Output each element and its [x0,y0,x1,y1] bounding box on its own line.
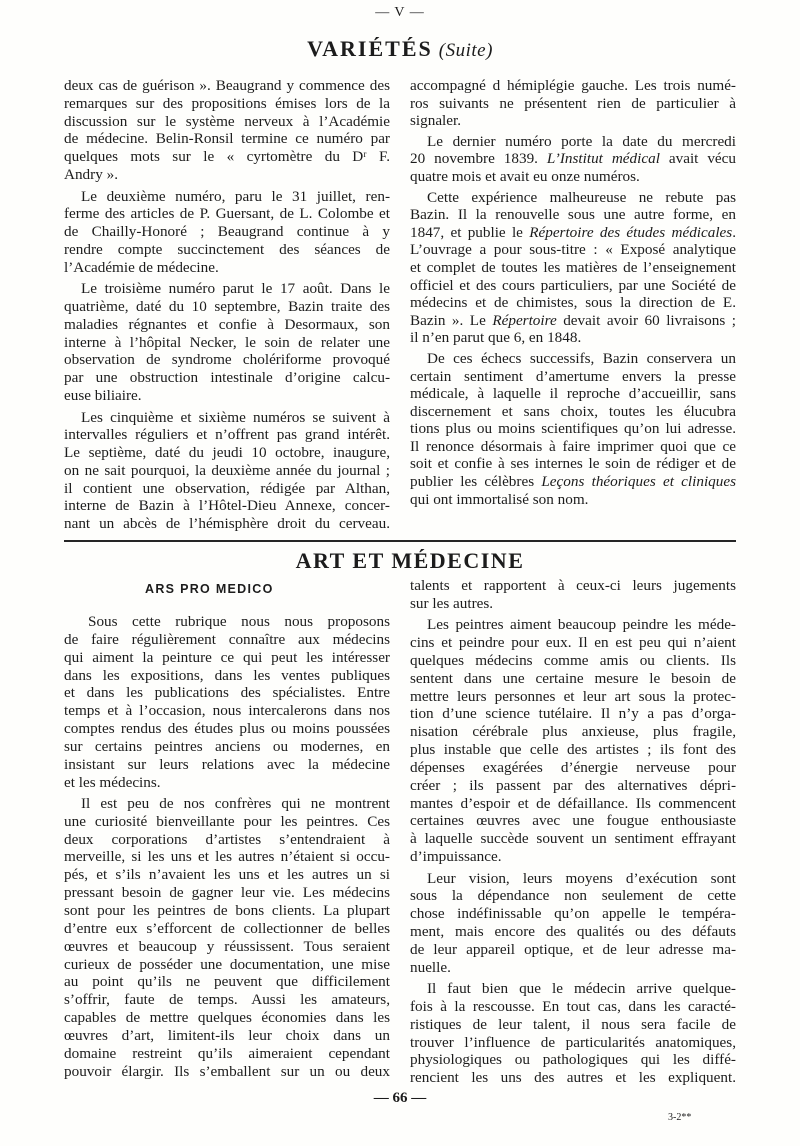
text-line: et les médecins. [64,773,161,791]
article-rubric: ARS PRO MEDICO [145,582,274,596]
text-line: on ne sait pourquoi, la deuxième année du journal ; [64,461,390,479]
text-line: œuvres d’art, limitent-ils leur choix dans un [64,1026,390,1044]
article-column-left [64,613,390,1080]
paragraph [410,77,736,130]
paragraph [64,280,390,404]
text-line: ferme des articles de P. Guersant, de L. Colombe et [64,205,390,223]
paragraph [410,980,736,1087]
text-line: quelques mots sur le « cyrtomètre du Dʳ F. [64,148,390,165]
text-line: talents et rapportent à ceux-ci leurs jugements [410,577,736,594]
line-text: publier les célèbres [410,473,542,491]
text-line: physiologiques ou pathologiques qui les diffé- [410,1051,736,1069]
text-line: nant un abcès de l’hémisphère droit du cerveau. [64,515,390,532]
text-line: interne de Bazin à l’Hôtel-Dieu Annexe, concer- [64,497,390,515]
text-line: maladies régnantes et confie à Desormaux, son [64,315,390,333]
paragraph [64,409,390,533]
text-line: au point qu’ils ne peuvent que difficilement [64,973,390,991]
section-divider [64,540,736,542]
article-title: ART ET MÉDECINE [295,548,525,573]
page-number: — 66 — [373,1090,427,1106]
varietes-column-left [64,77,390,533]
article-column-right [410,577,736,1087]
text-line: œuvres et beaucoup y réussissent. Tous seraient [64,937,390,955]
text-line: Les cinquième et sixième numéros se suivent à [81,408,390,426]
text-line: discussion sur le système nerveux à l’Académie [64,112,390,130]
text-line: Cette expérience malheureuse ne rebute pas [427,188,736,206]
paragraph [410,577,736,613]
line-text: Bazin ». Le [410,311,493,329]
text-line: nisation cérébrale plus anxieuse, plus fragile, [410,723,736,741]
text-line: quatrième, daté du 10 septembre, Bazin traite des [64,298,390,315]
text-line: sentent dans une certaine mesure le besoin de [410,669,736,687]
text-line: il contient une observation, rédigée par Althan, [64,479,390,497]
text-line: d’impuissance. [410,848,502,866]
line-text: devait avoir 60 livraisons ; [556,311,736,329]
text-line: plus instable que celle des artistes ; ils font des [410,741,736,759]
text-line [410,150,736,168]
page-folio: — V — [375,5,425,20]
text-line: domaine restreint qu’ils aimeraient cependant [64,1044,390,1062]
text-line: pés, et s’ils n’avaient les uns et les autres un si [64,866,390,884]
text-line: rencient les uns des autres et les expliquent. [410,1069,736,1087]
text-line: sont pour les peintres de bons clients. La plupart [64,902,390,919]
text-line: L’ouvrage a pour sous-titre : « Exposé analytique [410,241,736,259]
text-line: quelques médecins comme amis ou clients. Ils [410,651,736,669]
text-line: insistant sur leurs relations avec la médecine [64,755,390,773]
signature-mark: 3-2** [668,1112,692,1123]
text-line: comptes rendus des études plus ou moins poussées [64,720,390,738]
varietes-column-right [410,77,736,508]
paragraph [64,613,390,791]
text-line: dans les expositions, dans les ventes publiques [64,666,390,684]
text-line: curieux de posséder une documentation, une mise [64,955,390,973]
text-line: soit et confie à ses internes le soin de rédiger et de [410,455,736,473]
text-line: médecins et de chimistes, sous la direction de E. [410,294,736,312]
text-line: remarques sur des propositions émises lors de la [64,94,390,112]
text-line: trouver l’influence de particularités anatomiques, [410,1033,736,1051]
line-text: 1847, et publie le [410,223,530,241]
text-line: Il faut bien que le médecin arrive quelque- [427,980,736,998]
text-line: accompagné d hémiplégie gauche. Les trois numé- [410,77,736,94]
text-line: qui ont immortalisé son nom. [410,490,589,508]
text-line: une curiosité bienveillante pour les peintres. Ces [64,812,390,830]
text-line: chose indéfinissable qu’on appelle le tempéra- [410,905,736,923]
text-line: sur certains peintres anciens ou modernes, en [64,737,390,755]
text-line: sous la dépendance non seulement de cette [410,887,736,905]
text-line: ristiques de leur talent, il nous sera facile de [410,1015,736,1033]
text-line: fois à la rescousse. En tout cas, dans les caracté- [410,997,736,1015]
text-line: par une obstruction intestinale d’origine calcu- [64,369,390,386]
paragraph [410,189,736,347]
text-line: tion d’une science tutélaire. Il n’y a pas d’orga- [410,705,736,723]
text-line: qui aiment la peinture ce qui peut les intéresser [64,648,390,666]
paragraph [410,133,736,186]
text-line: médicale, à laquelle il reproche d’accueillir, sans [410,385,736,403]
text-line: Leur vision, leurs moyens d’exécution sont [427,869,736,887]
paragraph [64,188,390,277]
section-heading [0,35,800,66]
paragraph [410,350,736,508]
text-line: dépenses exagérées d’énergie nerveuse pour [410,758,736,776]
text-line [410,224,736,242]
text-line: et complet de toutes les matières de l’enseignement [410,258,736,276]
text-line: pouvoir élargir. Ils s’emballent sur un ou deux [64,1062,390,1080]
text-line: l’Académie de médecine. [64,258,219,276]
text-line: euse biliaire. [64,386,142,404]
text-line: Le troisième numéro parut le 17 août. Dans le [81,280,390,298]
text-line: quatre mois et avait eu onze numéros. [410,167,640,185]
text-line: créer ; ils passent par des alternatives dépri- [410,776,736,794]
text-line: observation de syndrome cholériforme provoqué [64,351,390,369]
line-text: . [732,223,737,241]
text-line: intervalles réguliers et n’offrent pas grand intérêt. [64,426,390,444]
text-line: De ces échecs successifs, Bazin conservera un [427,349,736,367]
text-line [410,312,736,330]
italic-title: Répertoire des études médicales [529,223,733,241]
italic-title: L’Institut médical [546,150,660,168]
text-line: Bazin. Il la renouvelle sous une autre forme, en [410,206,736,224]
text-line: de leur appareil optique, et de leur adresse ma- [410,940,736,958]
italic-title: Répertoire [492,311,557,329]
text-line: Le deuxième numéro, paru le 31 juillet, ren- [81,187,390,205]
text-line: cins et peindre pour eux. Il en est peu qui n’aient [410,634,736,652]
text-line: merveille, si les uns et les autres n’étaient si occu- [64,848,390,866]
text-line: interne à l’hôpital Necker, le soin de relater une [64,333,390,351]
text-line: ros suivants ne présentent rien de particulier à [410,94,736,112]
text-line: Il renonce désormais à faire imprimer quoi que ce [410,437,736,455]
text-line: certain sentiment d’amertume envers la presse [410,367,736,385]
section-title-suffix: (Suite) [438,40,493,61]
text-line: Sous cette rubrique nous nous proposons [88,613,390,630]
text-line: Le dernier numéro porte la date du mercredi [427,132,736,150]
text-line: de faire régulièrement connaître aux médecins [64,630,390,648]
line-text: avait vécu [659,150,736,168]
text-line: pressant besoin de gagner leur vie. Les médecins [64,884,390,902]
text-line: nuelle. [410,958,451,976]
text-line: de médecine. Belin-Ronsil termine ce numéro par [64,130,390,148]
text-line: capables de mettre quelques économies dans les [64,1009,390,1027]
text-line: deux cas de guérison ». Beaugrand y commence des [64,77,390,94]
text-line: Andry ». [64,165,118,183]
text-line [410,473,736,491]
text-line: il n’en parut que 6, en 1848. [410,329,582,347]
text-line: mantes d’espoir et de défaillance. Ils commencent [410,794,736,812]
text-line: deux corporations d’artistes s’entendraient à [64,830,390,848]
paragraph [64,77,390,184]
text-line: sur les autres. [410,594,494,612]
text-line: de Chailly-Honoré ; Beaugrand continue à y [64,223,390,240]
text-line: rendre compte succinctement des séances de [64,240,390,258]
italic-title: Leçons théoriques et cliniques [541,473,737,491]
text-line: temps et à l’occasion, nous intercalerons dans nos [64,702,390,720]
text-line: s’offrir, faute de temps. Aussi les amateurs, [64,991,390,1009]
text-line: et dans les publications des spécialistes. Entre [64,684,390,702]
line-text: 20 novembre 1839. [410,150,547,168]
text-line: Les peintres aiment beaucoup peindre les méde- [427,616,736,634]
text-line: officiel et des cours particuliers, par une Société de [410,276,736,294]
section-title: VARIÉTÉS [307,36,433,61]
text-line: à laquelle succède souvent un sentiment effrayant [410,830,736,848]
text-line: mettre leurs personnes et leur art sous la protec- [410,687,736,705]
text-line: Il est peu de nos confrères qui ne montrent [81,794,390,812]
paragraph [410,616,736,866]
text-line: tions plus ou moins scientifiques qu’on lui adresse. [410,420,736,438]
text-line: signaler. [410,112,462,130]
paragraph [64,795,390,1081]
text-line: ment, mais encore des qualités ou des défauts [410,923,736,941]
text-line: certaines œuvres avec une fougue enthousiaste [410,812,736,830]
text-line: discernement et sans choix, toutes les élucubra [410,402,736,420]
text-line: d’entre eux s’efforcent de collectionner de belles [64,919,390,937]
text-line: Le septième, daté du jeudi 10 octobre, inaugure, [64,444,390,461]
paragraph [410,870,736,977]
